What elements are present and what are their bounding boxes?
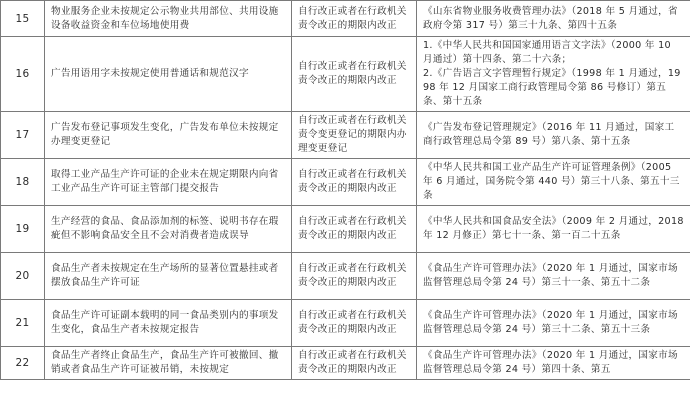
correction-measure: 自行改正或者在行政机关责令改正的期限内改正: [292, 159, 417, 206]
legal-basis-line: 2.《广告语言文字管理暂行规定》（1998 年 1 月通过，1998 年 12 月国家工商行政管理局令第 86 号修订）第五条、第十五条: [423, 68, 681, 107]
legal-basis-line: 《中华人民共和国食品安全法》（2009 年 2 月通过，2018 年 12 月修正）第七十一条、第一百二十五条: [423, 216, 684, 241]
violation-description: 食品生产许可证副本载明的同一食品类别内的事项发生变化，食品生产者未按规定报告: [45, 300, 292, 347]
legal-basis: [417, 300, 690, 347]
violation-description: 食品生产者未按规定在生产场所的显著位置悬挂或者摆放食品生产许可证: [45, 253, 292, 300]
legal-basis: [417, 206, 690, 253]
row-number: 22: [1, 347, 45, 380]
violation-description: 广告发布登记事项发生变化，广告发布单位未按规定办理变更登记: [45, 112, 292, 159]
row-number: 18: [1, 159, 45, 206]
legal-basis: [417, 112, 690, 159]
row-number: 16: [1, 37, 45, 112]
row-number: 20: [1, 253, 45, 300]
table-row: [1, 159, 690, 206]
correction-measure: 自行改正或者在行政机关责令改正的期限内改正: [292, 206, 417, 253]
legal-basis-line: 《食品生产许可管理办法》（2020 年 1 月通过，国家市场监督管理总局令第 24 号）第三十二条、第五十三条: [423, 310, 678, 335]
violation-description: 广告用语用字未按规定使用普通话和规范汉字: [45, 37, 292, 112]
table-row: [1, 253, 690, 300]
legal-basis: [417, 1, 690, 37]
correction-measure: 自行改正或者在行政机关责令改正的期限内改正: [292, 1, 417, 37]
legal-basis: [417, 347, 690, 380]
legal-basis-line: 《山东省物业服务收费管理办法》（2018 年 5 月通过，省政府令第 317 号）第三十九条、第四十五条: [423, 5, 678, 31]
table-row: [1, 347, 690, 380]
row-number: 17: [1, 112, 45, 159]
row-number: 21: [1, 300, 45, 347]
legal-basis-line: 《广告发布登记管理规定》（2016 年 11 月通过，国家工商行政管理总局令第 89 号）第八条、第十五条: [423, 122, 675, 147]
violation-description: 生产经营的食品、食品添加剂的标签、说明书存在瑕疵但不影响食品安全且不会对消费者造成误导: [45, 206, 292, 253]
legal-basis-line: 《食品生产许可管理办法》（2020 年 1 月通过，国家市场监督管理总局令第 24 号）第三十一条、第五十二条: [423, 263, 678, 288]
legal-basis-line: 1.《中华人民共和国国家通用语言文字法》（2000 年 10 月通过）第十四条、第二十六条；: [423, 40, 671, 65]
row-number: 19: [1, 206, 45, 253]
violation-description: 物业服务企业未按规定公示物业共用部位、共用设施设备收益资金和车位场地使用费: [45, 1, 292, 37]
legal-basis: [417, 159, 690, 206]
table-row: [1, 112, 690, 159]
table-row: [1, 37, 690, 112]
correction-measure: 自行改正或者在行政机关责令改正的期限内改正: [292, 253, 417, 300]
correction-measure: 自行改正或者在行政机关责令变更登记的期限内办理变更登记: [292, 112, 417, 159]
violation-description: 取得工业产品生产许可证的企业未在规定期限内向省工业产品生产许可证主管部门提交报告: [45, 159, 292, 206]
table-row: [1, 206, 690, 253]
table-row: [1, 1, 690, 37]
legal-basis-line: 《食品生产许可管理办法》（2020 年 1 月通过，国家市场监督管理总局令第 24 号）第四十条、第五: [423, 350, 678, 375]
violation-description: 食品生产者终止食品生产，食品生产许可被撤回、撤销或者食品生产许可证被吊销，未按规定: [45, 347, 292, 380]
correction-measure: 自行改正或者在行政机关责令改正的期限内改正: [292, 37, 417, 112]
correction-measure: 自行改正或者在行政机关责令改正的期限内改正: [292, 300, 417, 347]
legal-basis: [417, 37, 690, 112]
row-number: 15: [1, 1, 45, 37]
correction-measure: 自行改正或者在行政机关责令改正的期限内改正: [292, 347, 417, 380]
legal-basis-line: 《中华人民共和国工业产品生产许可证管理条例》（2005 年 6 月通过，国务院令第 440 号）第三十八条、第五十三条: [423, 162, 680, 201]
table-row: [1, 300, 690, 347]
legal-basis: [417, 253, 690, 300]
